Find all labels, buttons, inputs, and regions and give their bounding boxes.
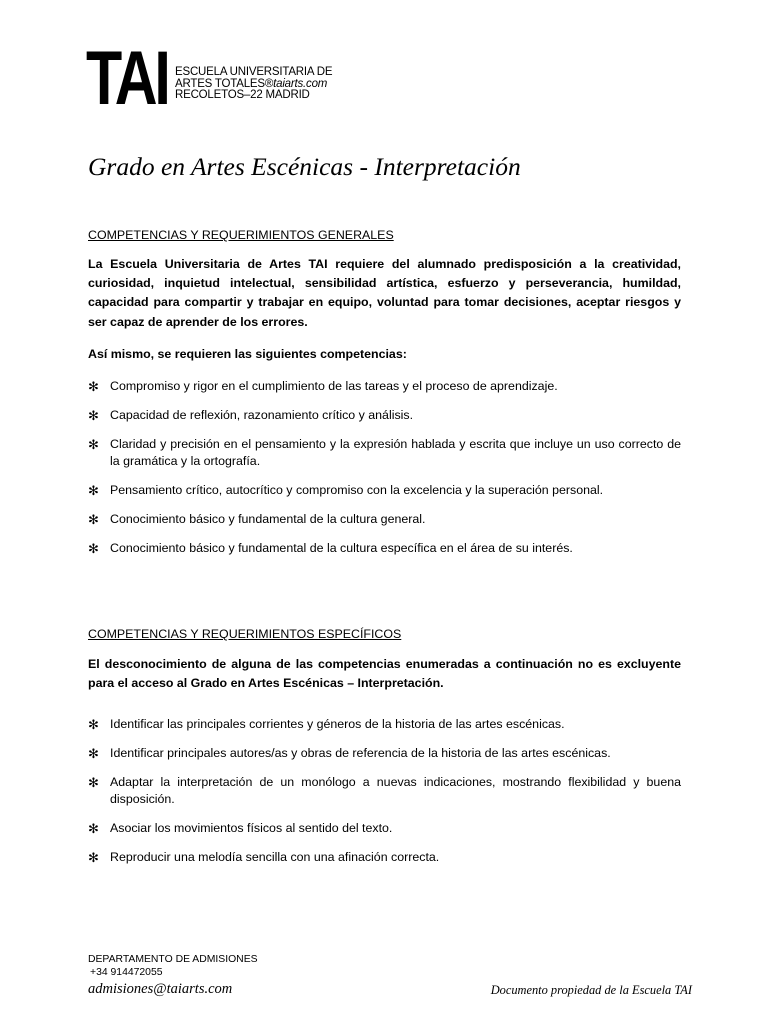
list-item: [88, 849, 681, 866]
list-item-text: Identificar principales autores/as y obras de referencia de la historia de las artes escénicas.: [110, 746, 611, 761]
list-item: [88, 716, 681, 733]
list-item-text: Reproducir una melodía sencilla con una afinación correcta.: [110, 850, 440, 865]
general-competencies-list: [88, 378, 681, 570]
list-item-text: Adaptar la interpretación de un monólogo a nuevas indicaciones, mostrando flexibilidad y buena disposición.: [110, 775, 681, 806]
asterisk-bullet-icon: ✻: [88, 408, 99, 424]
list-item: [88, 378, 681, 395]
logo-line-3: RECOLETOS–22 MADRID: [175, 89, 310, 101]
asterisk-bullet-icon: ✻: [88, 850, 99, 866]
asterisk-bullet-icon: ✻: [88, 821, 99, 837]
list-item: [88, 436, 681, 469]
asterisk-bullet-icon: ✻: [88, 746, 99, 762]
specific-intro-paragraph: El desconocimiento de alguna de las competencias enumeradas a continuación no es excluyente para el acceso al Grado en Artes Escénicas – Interpretación.: [88, 657, 681, 691]
list-item-text: Pensamiento crítico, autocrítico y compromiso con la excelencia y la superación personal.: [110, 483, 604, 498]
specific-section-heading: COMPETENCIAS Y REQUERIMIENTOS ESPECÍFICOS: [88, 627, 402, 641]
specific-competencies-list: [88, 716, 681, 878]
general-subheading: Así mismo, se requieren las siguientes competencias:: [88, 347, 407, 361]
list-item-text: Conocimiento básico y fundamental de la cultura específica en el área de su interés.: [110, 541, 573, 556]
list-item: [88, 745, 681, 762]
asterisk-bullet-icon: ✻: [88, 717, 99, 732]
list-item-text: Conocimiento básico y fundamental de la cultura general.: [110, 512, 426, 527]
list-item: [88, 407, 681, 424]
footer-email: admisiones@taiarts.com: [88, 981, 233, 997]
general-intro-paragraph: La Escuela Universitaria de Artes TAI requiere del alumnado predisposición a la creatividad, curiosidad, inquietud intelectual, sensibilidad artística, esfuerzo y perseverancia, humildad, capacidad para compartir y trabajar en equipo, voluntad para tomar decisiones, aceptar riesgos y ser capaz de aprender de los errores.: [88, 257, 681, 329]
general-section-heading: COMPETENCIAS Y REQUERIMIENTOS GENERALES: [88, 228, 394, 242]
asterisk-bullet-icon: ✻: [88, 437, 99, 453]
logo-line-1: ESCUELA UNIVERSITARIA DE: [175, 66, 333, 78]
list-item: [88, 482, 681, 499]
asterisk-bullet-icon: ✻: [88, 379, 99, 394]
logo-website: taiarts.com: [273, 77, 328, 90]
document-title: Grado en Artes Escénicas - Interpretación: [88, 152, 521, 181]
logo-text: [175, 67, 332, 102]
list-item: [88, 820, 681, 837]
footer-department: DEPARTAMENTO DE ADMISIONES: [88, 954, 258, 965]
asterisk-bullet-icon: ✻: [88, 483, 99, 499]
footer-phone: +34 914472055: [90, 967, 163, 978]
list-item: [88, 540, 681, 557]
tai-logo: [86, 36, 333, 121]
list-item-text: Asociar los movimientos físicos al sentido del texto.: [110, 821, 393, 836]
list-item-text: Compromiso y rigor en el cumplimiento de las tareas y el proceso de aprendizaje.: [110, 379, 558, 393]
list-item-text: Identificar las principales corrientes y géneros de la historia de las artes escénicas.: [110, 717, 565, 731]
logo-line-2-prefix: ARTES TOTALES®: [175, 77, 274, 90]
list-item-text: Capacidad de reflexión, razonamiento crítico y análisis.: [110, 408, 414, 423]
asterisk-bullet-icon: ✻: [88, 541, 99, 557]
list-item: [88, 511, 681, 528]
list-item-text: Claridad y precisión en el pensamiento y la expresión hablada y escrita que incluye un uso correcto de la gramática y la ortografía.: [110, 437, 681, 468]
asterisk-bullet-icon: ✻: [88, 775, 99, 791]
footer-ownership-note: Documento propiedad de la Escuela TAI: [490, 983, 692, 997]
logo-mark: TAI: [86, 36, 168, 121]
list-item: [88, 774, 681, 807]
asterisk-bullet-icon: ✻: [88, 512, 99, 528]
